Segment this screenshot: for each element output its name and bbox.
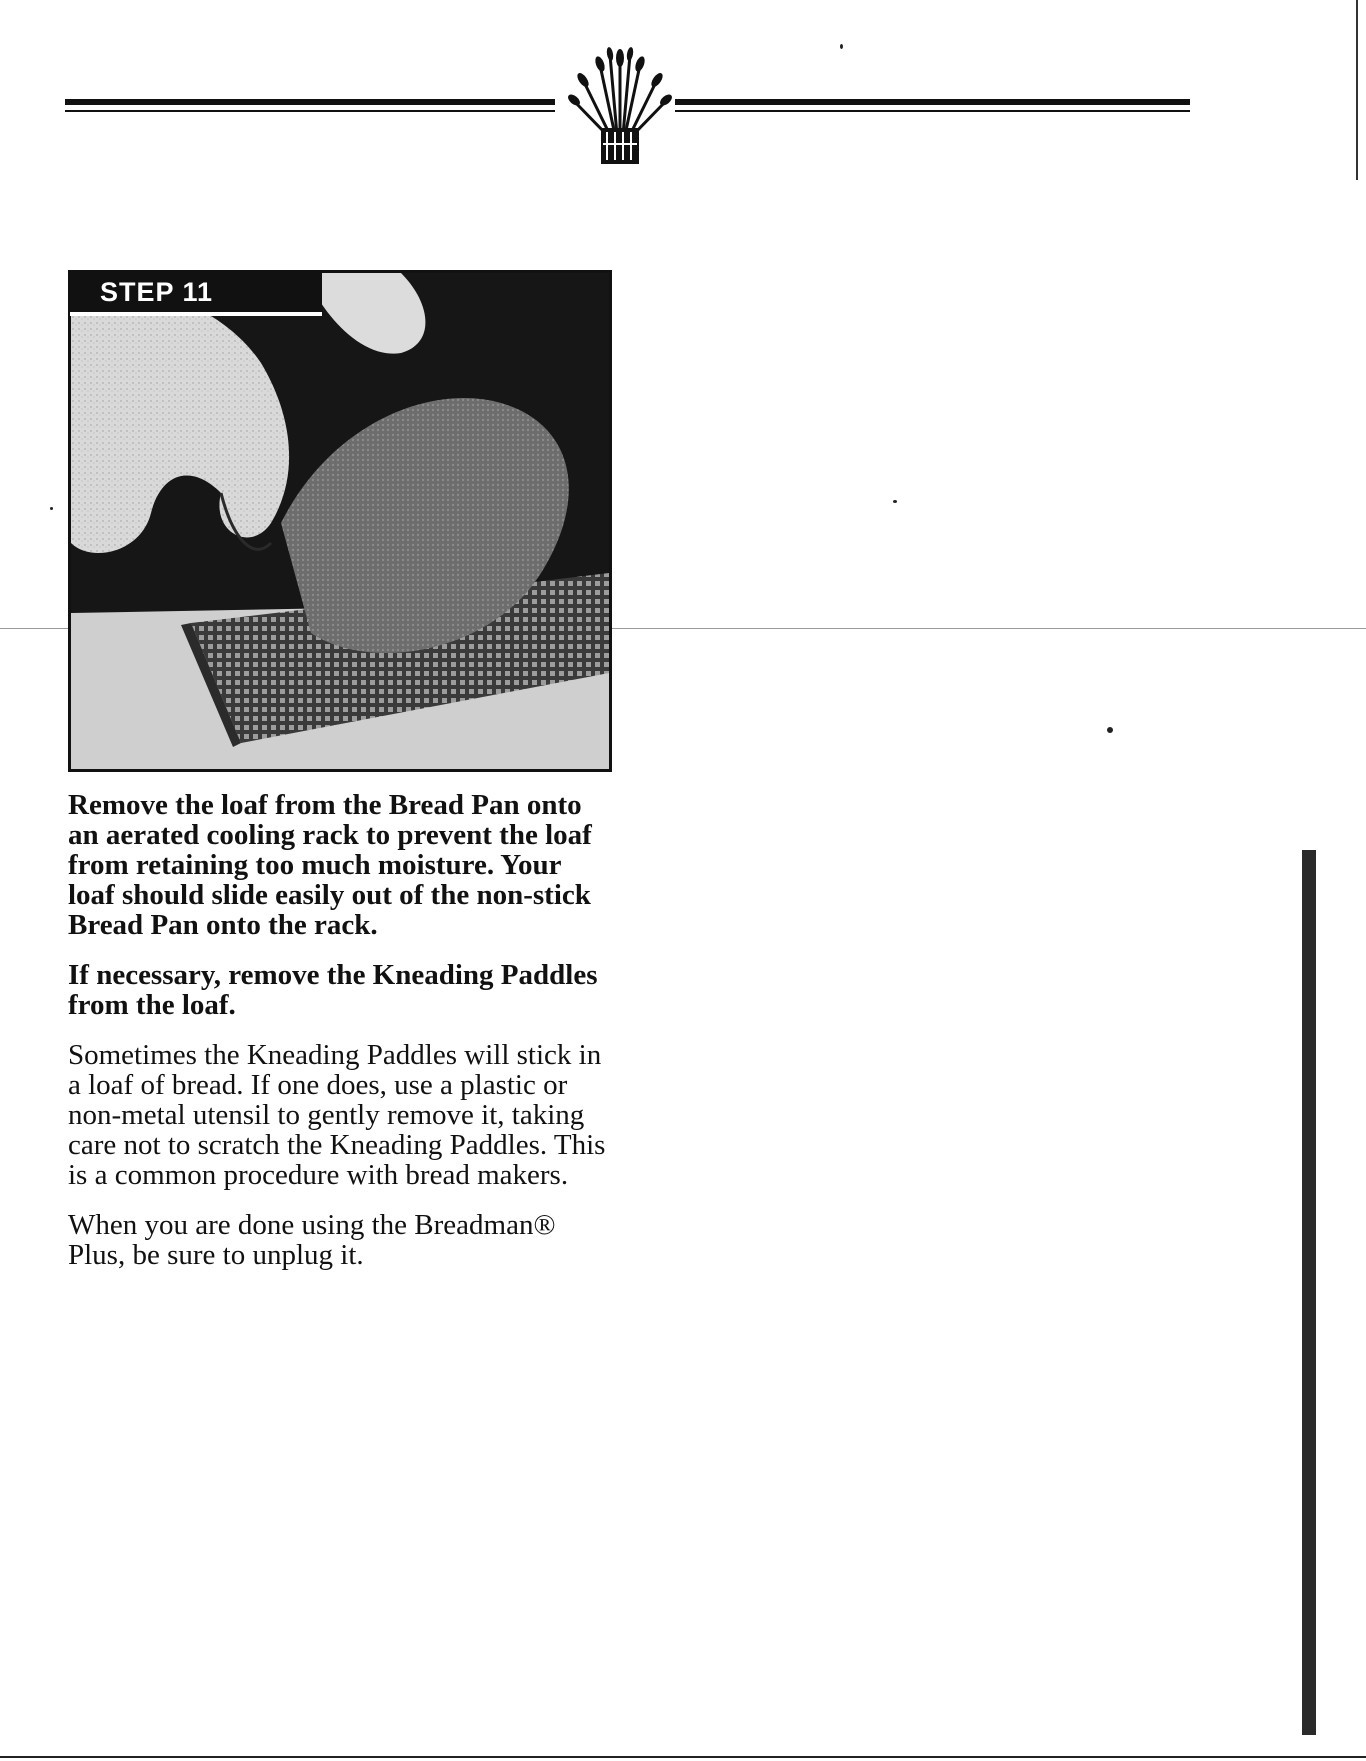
paragraph-stuck-paddles: Sometimes the Kneading Paddles will stick in a loaf of bread. If one does, use a plastic or non-metal utensil to gently remove it, taking care not to scratch the Kneading Paddles. This is a common procedure with bread makers.: [68, 1039, 606, 1191]
wheat-sheaf-icon: [565, 40, 675, 170]
paragraph-remove-loaf: Remove the loaf from the Bread Pan onto an aerated cooling rack to prevent the loaf from retaining too much moisture. Your loaf should slide easily out of the non-stick Bread Pan onto the rack.: [68, 789, 592, 941]
scan-speck: [893, 500, 897, 503]
page-edge-line: [1356, 0, 1358, 180]
paragraph-unplug: When you are done using the Breadman® Plus, be sure to unplug it.: [68, 1209, 556, 1271]
scan-speck: [50, 507, 53, 510]
step-label: STEP 11: [70, 272, 322, 312]
scan-speck: [1107, 727, 1113, 733]
paragraph-remove-paddles: If necessary, remove the Kneading Paddles from the loaf.: [68, 959, 598, 1021]
scan-speck: [840, 44, 843, 49]
instructions-text: [68, 790, 608, 1290]
margin-binding-bar: [1302, 850, 1316, 1735]
oven-mitt-loaf-on-cooling-rack-photo: [68, 270, 612, 772]
page-bottom-line: [0, 1756, 1366, 1758]
step-label-underline: [70, 312, 322, 316]
